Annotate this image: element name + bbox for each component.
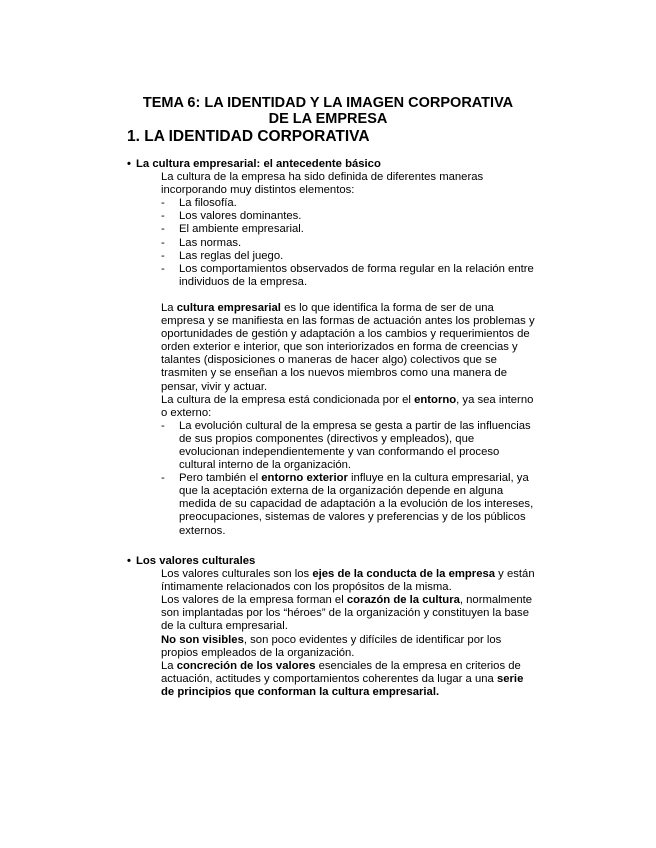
section-body	[161, 171, 537, 538]
list-item: - Los comportamientos observados de forma regular en la relación entre individuos de la empresa.	[161, 262, 534, 288]
section-title	[127, 555, 537, 568]
dash-icon: -	[161, 262, 165, 275]
bullet-icon: •	[127, 158, 131, 170]
section-title-text: La cultura empresarial: el antecedente básico	[136, 158, 381, 170]
bullet-icon: •	[127, 555, 131, 567]
list-item: - La evolución cultural de la empresa se gesta a partir de las influencias de sus propios componentes (directivos y empleados), que evolucionan independientemente y van conformando el proceso cultural interno de la organización.	[161, 419, 531, 472]
section-title-text: Los valores culturales	[136, 555, 256, 567]
section-heading: 1. LA IDENTIDAD CORPORATIVA	[127, 128, 370, 145]
elements-list	[161, 197, 537, 289]
intro-paragraph: La cultura de la empresa ha sido definida de diferentes maneras incorporando muy distintos elementos:	[161, 171, 484, 197]
dash-icon: -	[161, 210, 165, 223]
dash-icon: -	[161, 472, 165, 485]
definition-paragraph: La cultura empresarial es lo que identifica la forma de ser de una empresa y se manifiesta en las formas de actuación antes los problemas y oportunidades de gestión y adaptación a los cambios y requerimientos de orden exterior e interior, que son interiorizados en forma de creencias y talantes (disposiciones o maneras de hacer algo) colectivos que se trasmiten y se enseñan a los nuevos miembros como una manera de pensar, vivir y actuar.	[161, 301, 535, 393]
dash-icon: -	[161, 197, 165, 210]
section-title	[127, 158, 537, 171]
entorno-list	[161, 420, 537, 538]
list-item: - Los valores dominantes.	[161, 210, 302, 223]
paragraph: Los valores culturales son los ejes de la conducta de la empresa y están íntimamente relacionados con los propósitos de la misma.	[161, 568, 535, 594]
title-line-1: TEMA 6: LA IDENTIDAD Y LA IMAGEN CORPORATIVA	[142, 95, 514, 111]
paragraph: Los valores de la empresa forman el corazón de la cultura, normalmente son implantadas por los “héroes” de la organización y constituyen la base de la cultura empresarial.	[161, 594, 533, 633]
section-valores-culturales	[127, 555, 537, 699]
entorno-paragraph: La cultura de la empresa está condicionada por el entorno, ya sea interno o externo:	[161, 393, 534, 419]
list-item: - Las reglas del juego.	[161, 249, 284, 262]
list-item: - Pero también el entorno exterior influye en la cultura empresarial, ya que la aceptación externa de la organización depende en alguna medida de su capacidad de adaptación a la evolución de los intereses, preocupaciones, sistemas de valores y preferencias y de los públicos externos.	[161, 472, 534, 537]
list-item: - Las normas.	[161, 236, 242, 249]
paragraph: No son visibles, son poco evidentes y difíciles de identificar por los propios empleados de la organización.	[161, 633, 502, 659]
dash-icon: -	[161, 419, 165, 432]
section-body	[161, 568, 537, 699]
dash-icon: -	[161, 223, 165, 236]
dash-icon: -	[161, 236, 165, 249]
section-cultura-empresarial	[127, 158, 537, 538]
list-item: - El ambiente empresarial.	[161, 223, 304, 236]
title-line-2: DE LA EMPRESA	[268, 111, 388, 127]
list-item: - La filosofía.	[161, 197, 237, 210]
document-title	[100, 95, 556, 127]
dash-icon: -	[161, 249, 165, 262]
paragraph: La concreción de los valores esenciales de la empresa en criterios de actuación, actitudes y comportamientos coherentes da lugar a una serie de principios que conforman la cultura empresarial.	[161, 659, 524, 698]
